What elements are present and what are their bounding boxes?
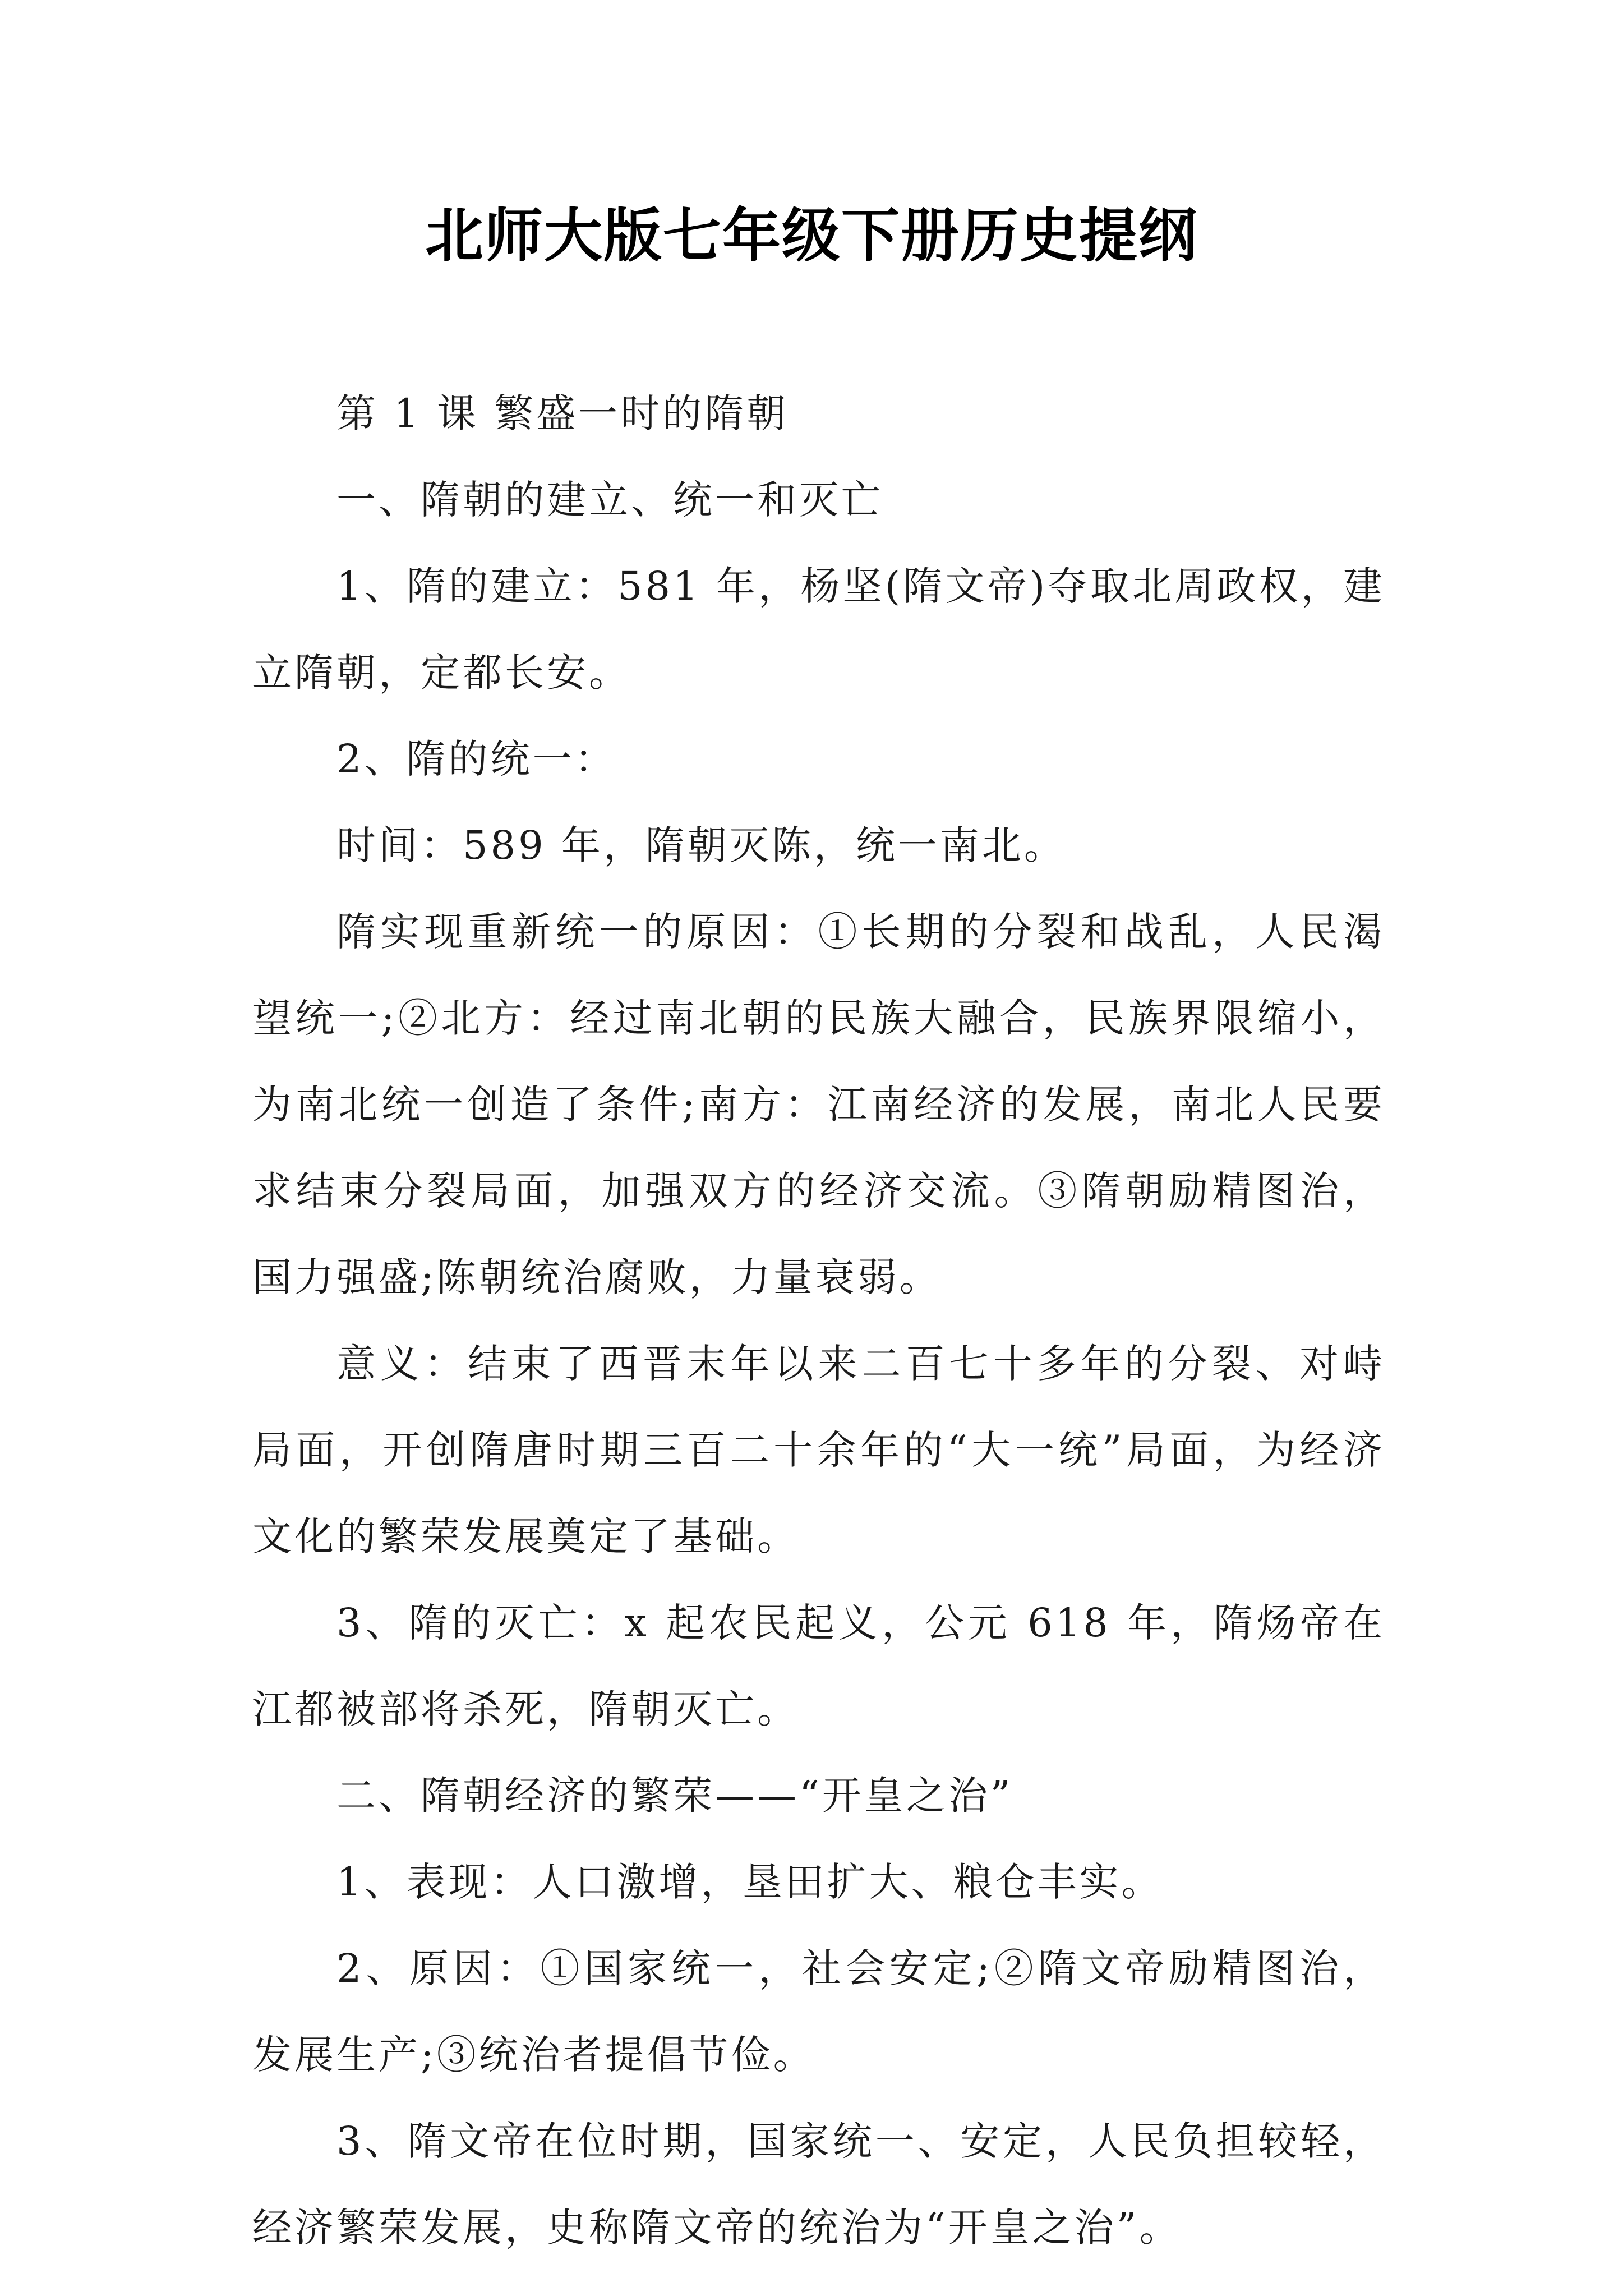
paragraph-prosperity-signs: 1、表现：人口激增，垦田扩大、粮仓丰实。 <box>336 1859 1164 1905</box>
document-body <box>252 370 1385 2271</box>
paragraph-section-one-heading: 一、隋朝的建立、统一和灭亡 <box>336 477 883 523</box>
paragraph-unification-time: 时间：589 年，隋朝灭陈，统一南北。 <box>336 822 1066 868</box>
paragraph-unification-reasons: 隋实现重新统一的原因：①长期的分裂和战乱，人民渴望统一;②北方：经过南北朝的民族大融合，民族界限缩小，为南北统一创造了条件;南方：江南经济的发展，南北人民要求结束分裂局面，加强双方的经济交流。③隋朝励精图治，国力强盛;陈朝统治腐败，力量衰弱。 <box>252 909 1385 1300</box>
paragraph-prosperity-reasons: 2、原因：①国家统一，社会安定;②隋文帝励精图治，发展生产;③统治者提倡节俭。 <box>252 1945 1385 2078</box>
paragraph-lesson-heading: 第 1 课 繁盛一时的隋朝 <box>336 390 789 436</box>
paragraph-kaihuang-rule: 3、隋文帝在位时期，国家统一、安定，人民负担较轻，经济繁荣发展，史称隋文帝的统治为“开皇之治”。 <box>252 2118 1385 2251</box>
paragraph-sui-unification-heading: 2、隋的统一： <box>336 736 617 782</box>
paragraph-unification-significance: 意义：结束了西晋末年以来二百七十多年的分裂、对峙局面，开创隋唐时期三百二十余年的“大一统”局面，为经济文化的繁荣发展奠定了基础。 <box>252 1341 1385 1559</box>
document-title: 北师大版七年级下册历史提纲 <box>425 201 1198 270</box>
paragraph-sui-fall: 3、隋的灭亡：x 起农民起义，公元 618 年，隋炀帝在江都被部将杀死，隋朝灭亡。 <box>252 1600 1385 1732</box>
paragraph-sui-founding: 1、隋的建立：581 年，杨坚(隋文帝)夺取北周政权，建立隋朝，定都长安。 <box>252 563 1385 696</box>
paragraph-section-two-heading: 二、隋朝经济的繁荣——“开皇之治” <box>336 1773 1013 1819</box>
